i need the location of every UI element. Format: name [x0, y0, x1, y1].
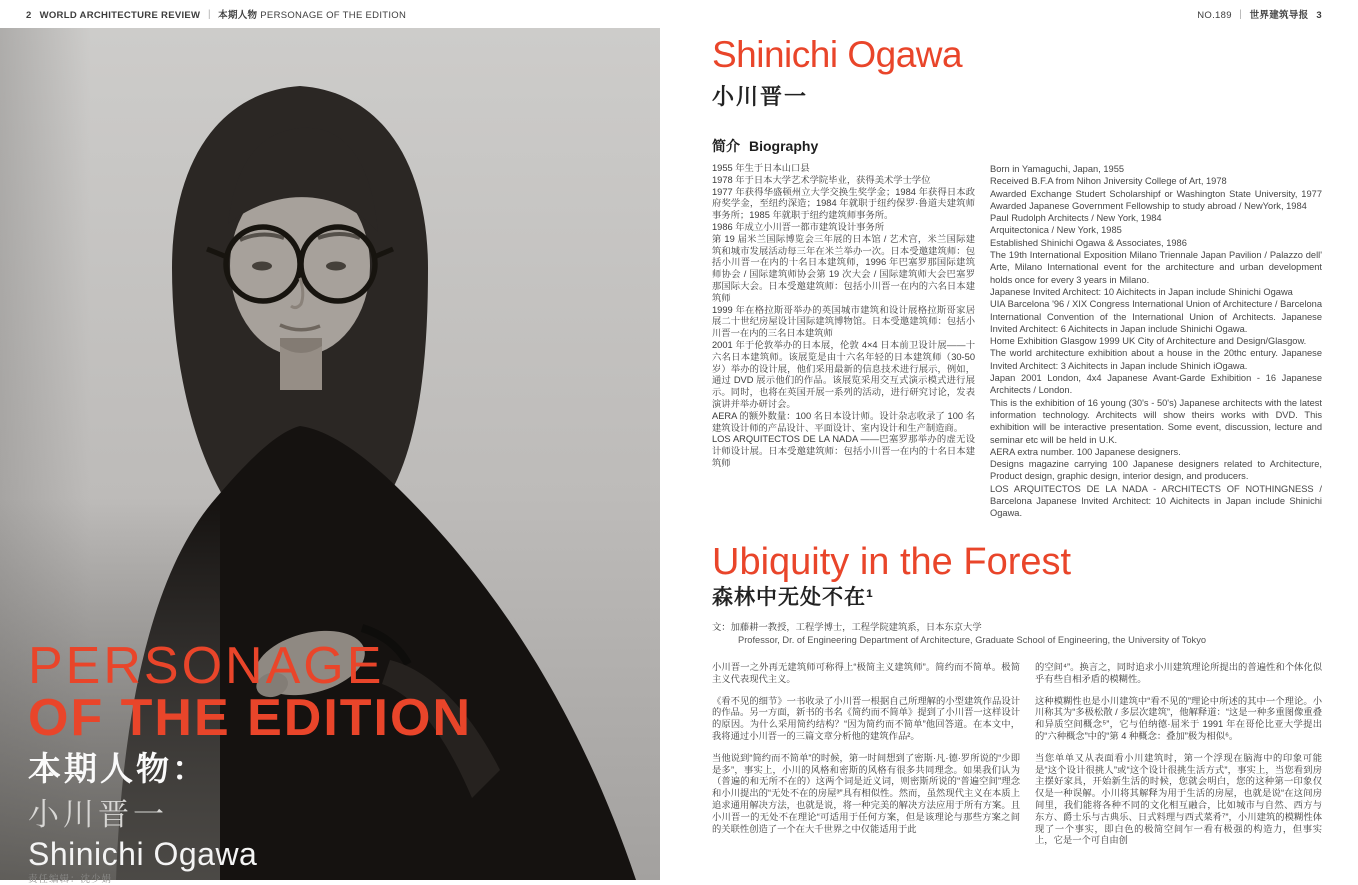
article-paragraph: 小川晋一之外再无建筑师可称得上“极简主义建筑师”。简约而不简单。极简主义代表现代主义。 [712, 662, 1020, 684]
bio-en-paragraph: Awarded Exchange Studert Scholarshipf or Washington State University, 1977 Awarded Japanese Government Fellowship to study abroad / NewYork, 1984 [990, 188, 1322, 211]
article-paragraph: 的空间⁴”。换言之，同时追求小川建筑理论所提出的普遍性和个体化似乎有些自相矛盾的模糊性。 [1035, 662, 1322, 684]
section-title-cn: 本期人物 [218, 10, 258, 21]
biography-heading [712, 136, 818, 156]
article-paragraph: 这种模糊性也是小川建筑中“看不见的”理论中所述的其中一个理论。小川称其为“多极松散 / 多层次建筑”，他解释道：“这是一种多重图像重叠和异质空间概念⁵”，它与伯纳德·屈米于 1991 年在哥伦比亚大学提出的“六种概念”中的“第 4 种概念：叠加”极为相似⁶。 [1035, 695, 1322, 741]
bio-en-paragraph: Japan 2001 London, 4x4 Japanese Avant-Garde Exhibition - 16 Japanese Architects / London. [990, 373, 1322, 396]
right-page-number: 3 [1316, 10, 1322, 21]
bio-en-paragraph: Paul Rudolph Architects / New York, 1984 [990, 213, 1162, 224]
biography-heading-cn: 简介 [712, 138, 740, 154]
bio-cn-paragraph: LOS ARQUITECTOS DE LA NADA ——巴塞罗那举办的虚无设计师设计展。日本受邀建筑师：包括小川晋一在内的十名日本建筑师 [712, 434, 975, 468]
section-title-en: PERSONAGE OF THE EDITION [260, 10, 407, 21]
article-title-cn: 森林中无处不在¹ [712, 586, 874, 609]
article-byline [712, 621, 1322, 647]
bio-en-paragraph: The world architecture exhibition about a house in the 20thc entury. Japanese Invited Architect: 3 Aichitects in Japan include Shinich iOgawa. [990, 348, 1322, 371]
bio-en-paragraph: Designs magazine carrying 100 Japanese designers related to Architecture, Product design, graphic design, interior design, and producers. [990, 459, 1322, 482]
byline-chinese: 文：加藤耕一教授，工程学博士，工程学院建筑系，日本东京大学 [712, 622, 982, 632]
bio-en-paragraph: UIA Barcelona '96 / XIX Congress International Union of Architecture / Barcelona International Convention of the International Union of Architects. Japanese Invited Architect: 6 Aichitects in Japan include Shinichi Ogawa. [990, 299, 1322, 334]
bio-cn-paragraph: 第 19 届米兰国际博览会三年展的日本馆 / 艺术宫，米兰国际建筑和城市发展活动每三年在米兰举办一次。日本受邀建筑师：包括小川晋一在内的十名日本建筑师，1996 年巴塞罗那国际建筑师协会 / 国际建筑师协会第 19 次大会 / 国际建筑师大会巴塞罗那国际大会。日本受邀建筑师：包括小川晋一在内的六名日本建筑师 [712, 233, 975, 303]
article-left-column [712, 662, 1020, 857]
article-columns [712, 662, 1322, 857]
editor-credit: 责任编辑：沈少娟 [28, 874, 113, 885]
feature-title-line1: PERSONAGE [28, 637, 385, 695]
bio-cn-paragraph: 2001 年于伦敦举办的日本展，伦敦 4×4 日本前卫设计展——十六名日本建筑师。该展览是由十六名年轻的日本建筑师（30-50 岁）举办的设计展，他们采用最新的信息技术进行展示，例如，通过 DVD 展示他们的作品。该展览采用交互式演示模式进行展示。同时，也将在英国开展一系列的活动，进行研究讨论，发表演讲并举办研讨会。 [712, 339, 975, 409]
bio-en-paragraph: This is the exhibition of 16 young (30's - 50's) Japanese architects with the latest information technology. Architects will show theirs works with DVD. This exhibition will be interactive presentation. Some event, discussion, lecture and seminar etc will be held in U.K. [990, 397, 1322, 445]
bio-en-paragraph: Received B.F.A from Nihon Jniversity College of Art, 1978 [990, 176, 1227, 187]
article-section [712, 543, 1322, 857]
issue-number: NO.189 [1197, 10, 1232, 21]
bio-en-paragraph: The 19th International Exposition Milano Triennale Japan Pavilion / Palazzo dell' Arte, Milano International event for the architecture and urban development holds once for every 3 years in Milano. [990, 250, 1322, 285]
article-title-en: Ubiquity in the Forest [712, 541, 1072, 583]
biography-page [712, 0, 1322, 880]
magazine-name-cn: 世界建筑导报 [1249, 10, 1309, 21]
bio-en-paragraph: Japanese Invited Architect: 10 Aichitects in Japan include Shinichi Ogawa [990, 286, 1293, 297]
featured-name-en: Shinichi Ogawa [28, 836, 258, 872]
biography-columns [712, 163, 1322, 520]
article-right-column [1035, 662, 1322, 857]
biography-chinese-column [712, 163, 975, 520]
article-paragraph: 《看不见的细节》一书收录了小川晋一根据自己所理解的小型建筑作品设计的作品。另一方面，新书的书名《简约而不简单》提到了小川晋一这样设计的原因。为什么采用简约结构？“因为简约而不简单”他回答道。在本文中，我将通过小川晋一的三篇文章分析他的建筑作品²。 [712, 695, 1020, 741]
bio-en-paragraph: Home Exhibition Glasgow 1999 UK City of Architecture and Design/Glasgow. [990, 336, 1307, 347]
bio-en-paragraph: Born in Yamaguchi, Japan, 1955 [990, 164, 1125, 174]
feature-title-line2: OF THE EDITION [28, 689, 472, 747]
article-paragraph: 当您单单又从表面看小川建筑时，第一个浮现在脑海中的印象可能是“这个设计很挑人”或“这个设计很挑生活方式”，事实上，当您看到房主摆好家具，开始新生活的时候，您就会明白，您的这种第一印象仅仅是一种误解。小川将其解释为用于生活的房屋，也就是说“在这间房间里，我们能将各种不同的文化相互融合，比如城市与自然、西方与东方、爵士乐与古典乐、日式料理与西式菜肴⁷”，小川建筑的模糊性体现了一个事实，即白色的极简空间乍一看有极强的构造力，但事实上，它是一个可自由创 [1035, 752, 1322, 846]
bio-en-paragraph: AERA extra number. 100 Japanese designers. [990, 446, 1181, 457]
article-paragraph: 当他说到“简约而不简单”的时候，第一时间想到了密斯·凡·德·罗所说的“少即是多”，事实上，小川的风格和密斯的风格有很多共同理念。如果我们认为（普遍的和无所不在的）这两个词是近义词，则密斯所说的“普遍空间”理念和小川提出的“无处不在的房屋³”具有相似性。然而，虽然现代主义在本质上追求通用解决方法，也就是说，将一种完美的解决方法应用于所有方案。且小川晋一的无处不在理论“可适用于任何方案，但是该理论与那些方案之间的关联性创造了一个在大千世界之中仅能适用于此 [712, 752, 1020, 834]
feature-subtitle-cn: 本期人物： [28, 750, 208, 787]
featured-name-cn: 小川晋一 [28, 797, 168, 832]
left-page-number: 2 [26, 10, 32, 21]
bio-cn-paragraph: 1977 年获得华盛顿州立大学交换生奖学金；1984 年获得日本政府奖学金，至纽约深造；1984 年就职于纽约保罗·鲁道夫建筑师事务所；1985 年就职于纽约建筑师事务所。 [712, 186, 975, 221]
bio-cn-paragraph: 1986 年成立小川晋一都市建筑设计事务所 [712, 221, 885, 232]
left-running-head [26, 7, 406, 21]
bio-en-paragraph: Established Shinichi Ogawa & Associates, 1986 [990, 237, 1187, 248]
page-title-en: Shinichi Ogawa [712, 34, 963, 75]
page-title-cn: 小川晋一 [712, 84, 809, 109]
bio-cn-paragraph: 1999 年在格拉斯哥举办的英国城市建筑和设计展格拉斯哥家居展二十世纪房屋设计国际建筑博物馆。日本受邀建筑师：包括小川晋一在内的三名日本建筑师 [712, 304, 975, 339]
biography-english-column [990, 163, 1322, 520]
magazine-logo: WORLD ARCHITECTURE REVIEW [39, 10, 201, 21]
biography-heading-en: Biography [749, 138, 819, 154]
bio-cn-paragraph: AERA 的额外数量：100 名日本设计师。设计杂志收录了 100 名建筑设计师的产品设计、平面设计、室内设计和生产制造商。 [712, 410, 975, 433]
bio-en-paragraph: LOS ARQUITECTOS DE LA NADA - ARCHITECTS OF NOTHINGNESS / Barcelona Japanese Invited Architect: 10 Aichitects in Japan include Shinichi Ogawa. [990, 483, 1322, 519]
header-divider: ｜ [204, 10, 215, 21]
bio-en-paragraph: Arquitectonica / New York, 1985 [990, 225, 1122, 236]
byline-english: Professor, Dr. of Engineering Department of Architecture, Graduate School of Engineering, the University of Tokyo [738, 635, 1207, 645]
portrait-page [0, 28, 660, 885]
header-divider: ｜ [1235, 10, 1246, 21]
bio-cn-paragraph: 1978 年于日本大学艺术学院毕业，获得美术学士学位 [712, 174, 931, 185]
bio-cn-paragraph: 1955 年生于日本山口县 [712, 163, 810, 173]
